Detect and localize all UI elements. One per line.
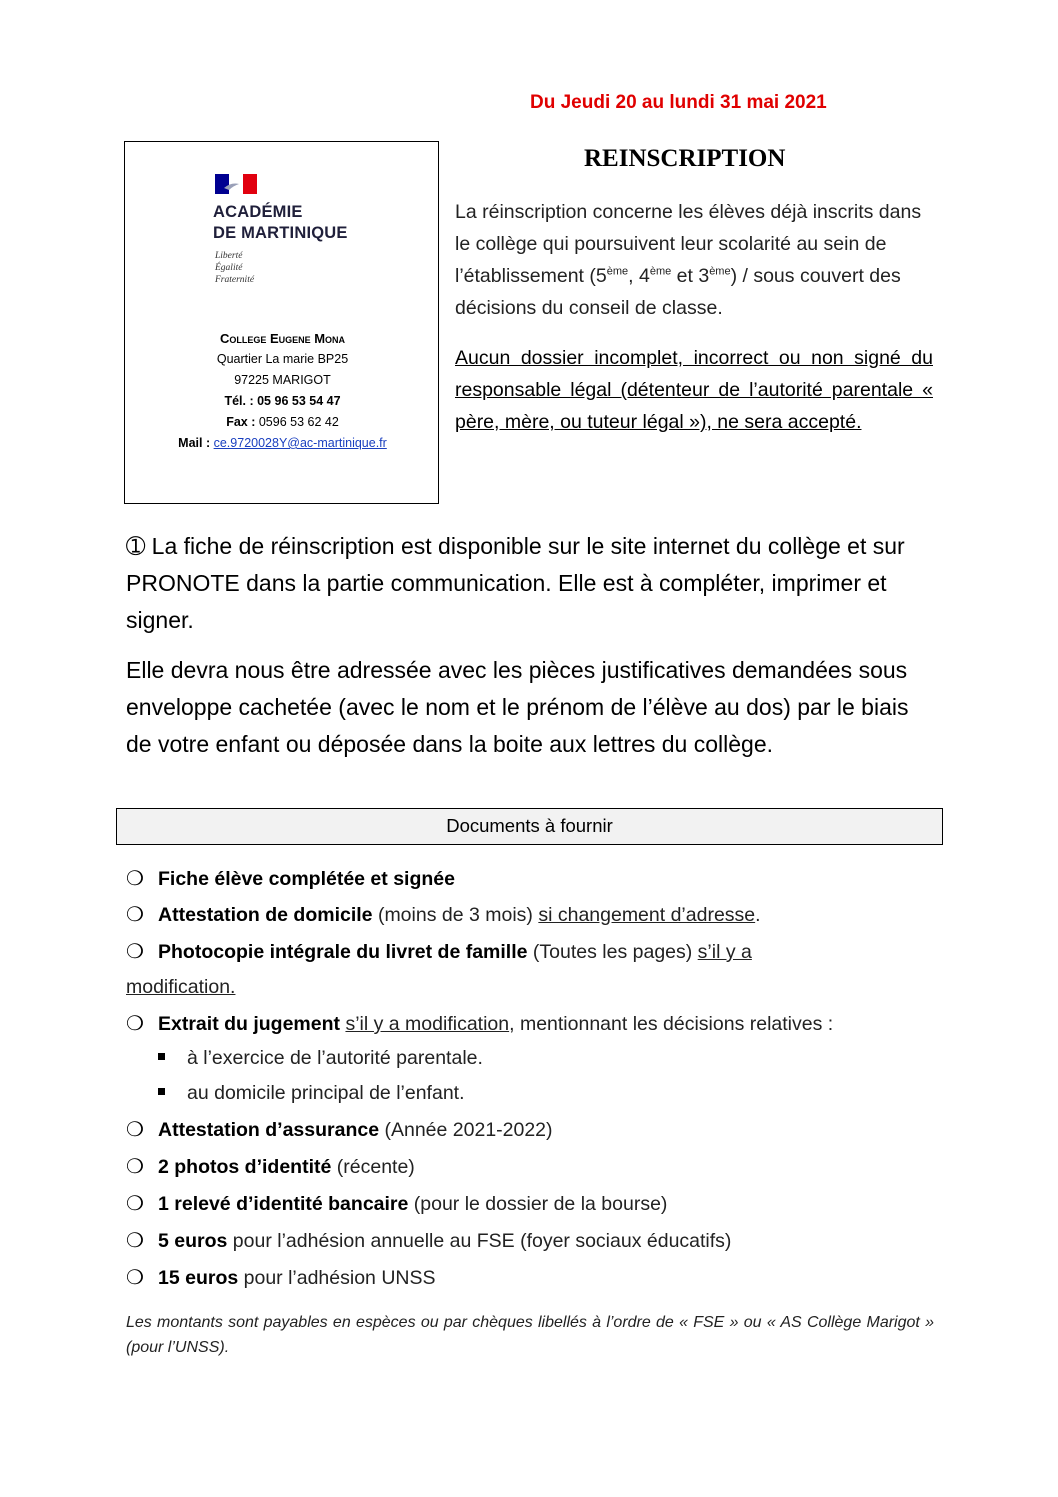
- doc-detail: pour l’adhésion annuelle au FSE (foyer sociaux éducatifs): [227, 1230, 732, 1252]
- jugement-subitem-autorite: [158, 1041, 483, 1075]
- doc-detail: (récente): [331, 1156, 415, 1178]
- doc-label: Fiche élève complétée et signée: [158, 868, 455, 890]
- marianne-flag-logo: [215, 174, 257, 194]
- motto-liberte: Liberté: [215, 251, 243, 261]
- intro-sep-1: , 4: [628, 265, 650, 287]
- doc-label: Attestation de domicile: [158, 904, 373, 926]
- school-address-1: Quartier La marie BP25: [216, 352, 349, 366]
- subitem-text: au domicile principal de l’enfant.: [187, 1082, 465, 1104]
- doc-after: , mentionnant les décisions relatives :: [509, 1013, 834, 1035]
- intro-sep-2: et 3: [671, 265, 710, 287]
- tel-label: Tél. :: [224, 394, 254, 408]
- doc-item-fse: [126, 1223, 731, 1259]
- doc-detail: (Année 2021-2022): [379, 1119, 553, 1141]
- tel-value: 05 96 53 54 47: [257, 394, 341, 408]
- checkbox-icon: ❍: [126, 1193, 144, 1215]
- page-title: REINSCRIPTION: [584, 145, 786, 172]
- doc-label: 5 euros: [158, 1230, 228, 1252]
- doc-item-jugement: [126, 1006, 833, 1042]
- mail-link[interactable]: ce.9720028Y@ac-martinique.fr: [213, 436, 387, 450]
- form-availability-info: [126, 528, 926, 639]
- doc-label: 1 relevé d’identité bancaire: [158, 1193, 409, 1215]
- doc-detail: pour l’adhésion UNSS: [238, 1267, 436, 1289]
- jugement-subitem-domicile: [158, 1076, 465, 1110]
- school-contact: [125, 328, 440, 454]
- academie-line-2: DE MARTINIQUE: [213, 224, 348, 242]
- doc-item-photos: [126, 1149, 415, 1185]
- intro-text-2: ) / sous couvert des décisions du conseil de classe.: [455, 265, 901, 319]
- intro-sup-1: ème: [606, 265, 629, 278]
- checkbox-icon: ❍: [126, 941, 144, 963]
- doc-label: 15 euros: [158, 1267, 239, 1289]
- checkbox-icon: ❍: [126, 1156, 144, 1178]
- mail-label: Mail :: [178, 436, 211, 450]
- school-fax: [125, 412, 440, 433]
- doc-detail: (Toutes les pages): [527, 941, 698, 963]
- school-letterhead: [124, 141, 439, 504]
- doc-detail: (moins de 3 mois): [372, 904, 539, 926]
- motto-egalite: Égalité: [215, 263, 243, 273]
- intro-sup-3: ème: [709, 265, 731, 278]
- doc-item-rib: [126, 1186, 667, 1222]
- doc-item-livret-continued: [126, 969, 235, 1005]
- academie-line-1: ACADÉMIE: [213, 203, 303, 221]
- doc-detail: (pour le dossier de la bourse): [408, 1193, 668, 1215]
- doc-label: Photocopie intégrale du livret de famille: [158, 941, 528, 963]
- checkbox-icon: ❍: [126, 1013, 144, 1035]
- fax-value: 0596 53 62 42: [258, 415, 339, 429]
- doc-item-domicile: [126, 897, 761, 933]
- school-address-2: 97225 MARIGOT: [234, 373, 331, 387]
- square-bullet-icon: [158, 1088, 165, 1095]
- doc-label: 2 photos d’identité: [158, 1156, 332, 1178]
- doc-item-fiche: [126, 861, 455, 897]
- doc-after: .: [755, 904, 761, 926]
- submission-instructions: Elle devra nous être adressée avec les pièces justificatives demandées sous enveloppe cachetée (avec le nom et le prénom de l’élève au dos) par le biais de votre enfant ou déposée dans la boite aux lettres du collège.: [126, 657, 909, 757]
- doc-label: Extrait du jugement: [158, 1013, 341, 1035]
- square-bullet-icon: [158, 1053, 165, 1060]
- doc-condition: s’il y a: [697, 941, 752, 963]
- incomplete-file-warning: Aucun dossier incomplet, incorrect ou non signé du responsable légal (détenteur de l’autorité parentale « père, mère, ou tuteur légal »), ne sera accepté.: [455, 347, 933, 433]
- doc-condition: s’il y a modification: [345, 1013, 510, 1035]
- subitem-text: à l’exercice de l’autorité parentale.: [187, 1047, 483, 1069]
- info-icon: ➀: [126, 533, 146, 559]
- doc-item-livret: [126, 934, 752, 970]
- republic-motto: [215, 250, 254, 286]
- intro-text-1: La réinscription concerne les élèves déjà inscrits dans le collège qui poursuivent leur scolarité au sein de l’établissement (5: [455, 201, 922, 287]
- fax-label: Fax :: [226, 415, 256, 429]
- checkbox-icon: ❍: [126, 868, 144, 890]
- checkbox-icon: ❍: [126, 1230, 144, 1252]
- date-range: Du Jeudi 20 au lundi 31 mai 2021: [530, 92, 827, 113]
- doc-item-unss: [126, 1260, 436, 1296]
- school-tel: [125, 391, 440, 412]
- school-mail: [125, 433, 440, 454]
- checkbox-icon: ❍: [126, 904, 144, 926]
- school-name: College Eugene Mona: [219, 331, 346, 346]
- doc-condition: si changement d’adresse: [538, 904, 756, 926]
- payment-footnote: Les montants sont payables en espèces ou par chèques libellés à l’ordre de « FSE » ou « AS Collège Marigot » (pour l’UNSS).: [126, 1314, 934, 1356]
- motto-fraternite: Fraternité: [215, 275, 255, 285]
- doc-item-assurance: [126, 1112, 553, 1148]
- intro-sup-2: ème: [649, 265, 672, 278]
- checkbox-icon: ❍: [126, 1119, 144, 1141]
- checkbox-icon: ❍: [126, 1267, 144, 1289]
- form-availability-text: La fiche de réinscription est disponible sur le site internet du collège et sur PRONOTE dans la partie communication. Elle est à compléter, imprimer et signer.: [126, 533, 905, 633]
- doc-label: Attestation d’assurance: [158, 1119, 380, 1141]
- intro-paragraph: [455, 196, 935, 324]
- academie-name: [213, 202, 348, 244]
- documents-header: Documents à fournir: [116, 808, 943, 845]
- doc-condition-continued: modification.: [126, 976, 236, 998]
